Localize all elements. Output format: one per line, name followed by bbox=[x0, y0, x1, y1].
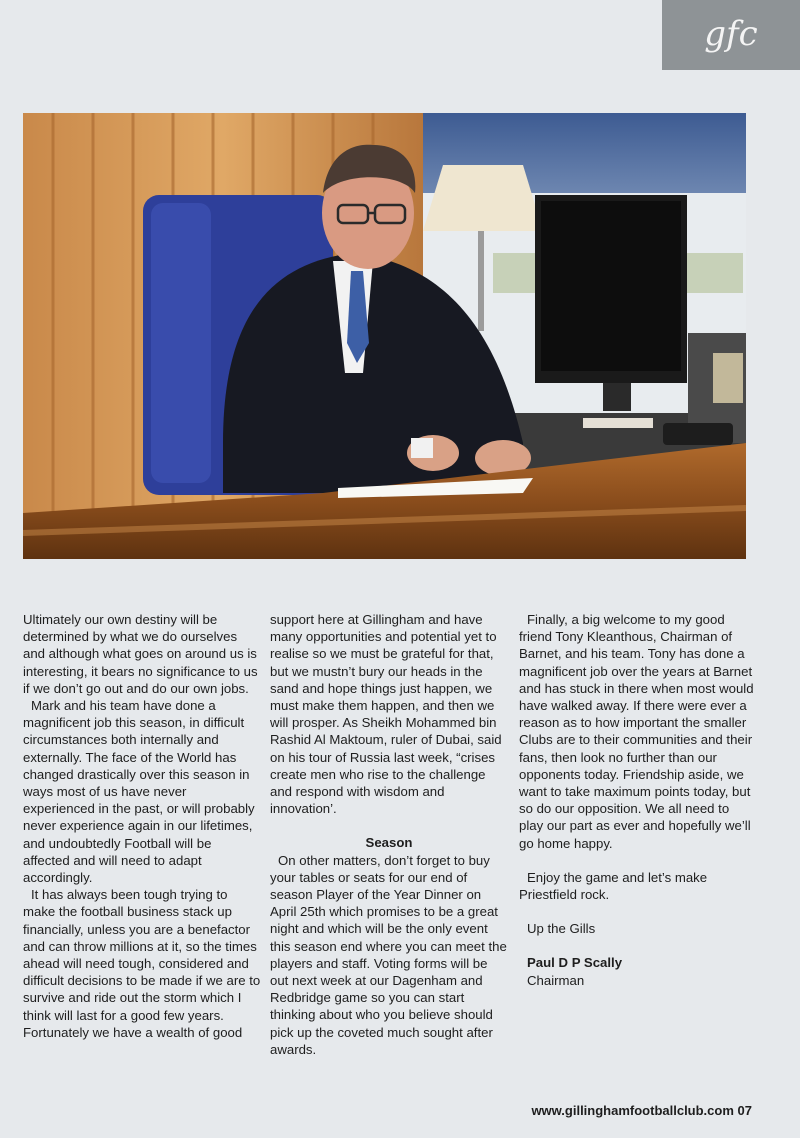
club-monogram-logo bbox=[691, 13, 771, 57]
website-url: www.gillinghamfootballclub.com bbox=[531, 1103, 734, 1118]
article-column-1 bbox=[23, 611, 261, 1041]
paragraph: Mark and his team have done a magnificent job this season, in difficult circumstances both internally and externally. The face of the World has changed drastically over this season in ways most of us have never experienced in the past, or will probably never experience again in our lifetimes, and undoubtedly Football will be affected and will need to adapt accordingly. bbox=[23, 698, 255, 886]
page-footer bbox=[531, 1103, 752, 1118]
page-number: 07 bbox=[737, 1103, 752, 1118]
signature-name: Paul D P Scally bbox=[527, 955, 623, 971]
paragraph: It has always been tough trying to make the football business stack up financially, unless you are a benefactor and can throw millions at it, so the times ahead will need tough, considered and difficult decisions to be made if we are to survive and ride out the storm which I think will last for a good few years. Fortunately we have a wealth of good bbox=[23, 887, 261, 1040]
paragraph: Finally, a big welcome to my good friend Tony Kleanthous, Chairman of Barnet, and his team. Tony has done a magnificent job over the years at Barnet and has stuck in there when most would have walked away. If there were ever a reason as to how important the smaller Clubs are to their communities and their fans, then look no further than our opponents today. Friendship aside, we want to take maximum points today, but so do our opposition. We all need to play our part as ever and hopefully we’ll go home happy. bbox=[519, 612, 754, 851]
article-column-3 bbox=[519, 611, 757, 989]
paragraph: support here at Gillingham and have many opportunities and potential yet to realise so we must be grateful for that, but we mustn’t bury our heads in the sand and hope things just happen, we must make them happen, and then we will prosper. As Sheikh Mohammed bin Rashid Al Maktoum, ruler of Dubai, said on his tour of Russia last week, “crises create men who rise to the challenge and respond with wisdom and innovation’. bbox=[270, 612, 502, 817]
logo-box bbox=[662, 0, 800, 70]
logo-text: gfc bbox=[704, 14, 758, 54]
section-heading: Season bbox=[365, 835, 413, 851]
signature-title: Chairman bbox=[527, 972, 585, 988]
paragraph: Ultimately our own destiny will be determined by what we do ourselves and although what goes on around us is interesting, it bears no significance to us if we don’t go out and do our own jobs. bbox=[23, 612, 258, 696]
article-column-2 bbox=[270, 611, 508, 1058]
paragraph: On other matters, don’t forget to buy your tables or seats for our end of season Player of the Year Dinner on April 25th which promises to be a great night and which will be the only event this season end where you can meet the players and staff. Voting forms will be out next week at our Dagenham and Redbridge game so you can start thinking about who you believe should pick up the coveted much sought after awards. bbox=[270, 852, 507, 1057]
chairman-at-desk-photo bbox=[23, 113, 746, 559]
sign-off: Up the Gills bbox=[527, 921, 596, 937]
paragraph: Enjoy the game and let’s make Priestfield rock. bbox=[519, 869, 708, 903]
